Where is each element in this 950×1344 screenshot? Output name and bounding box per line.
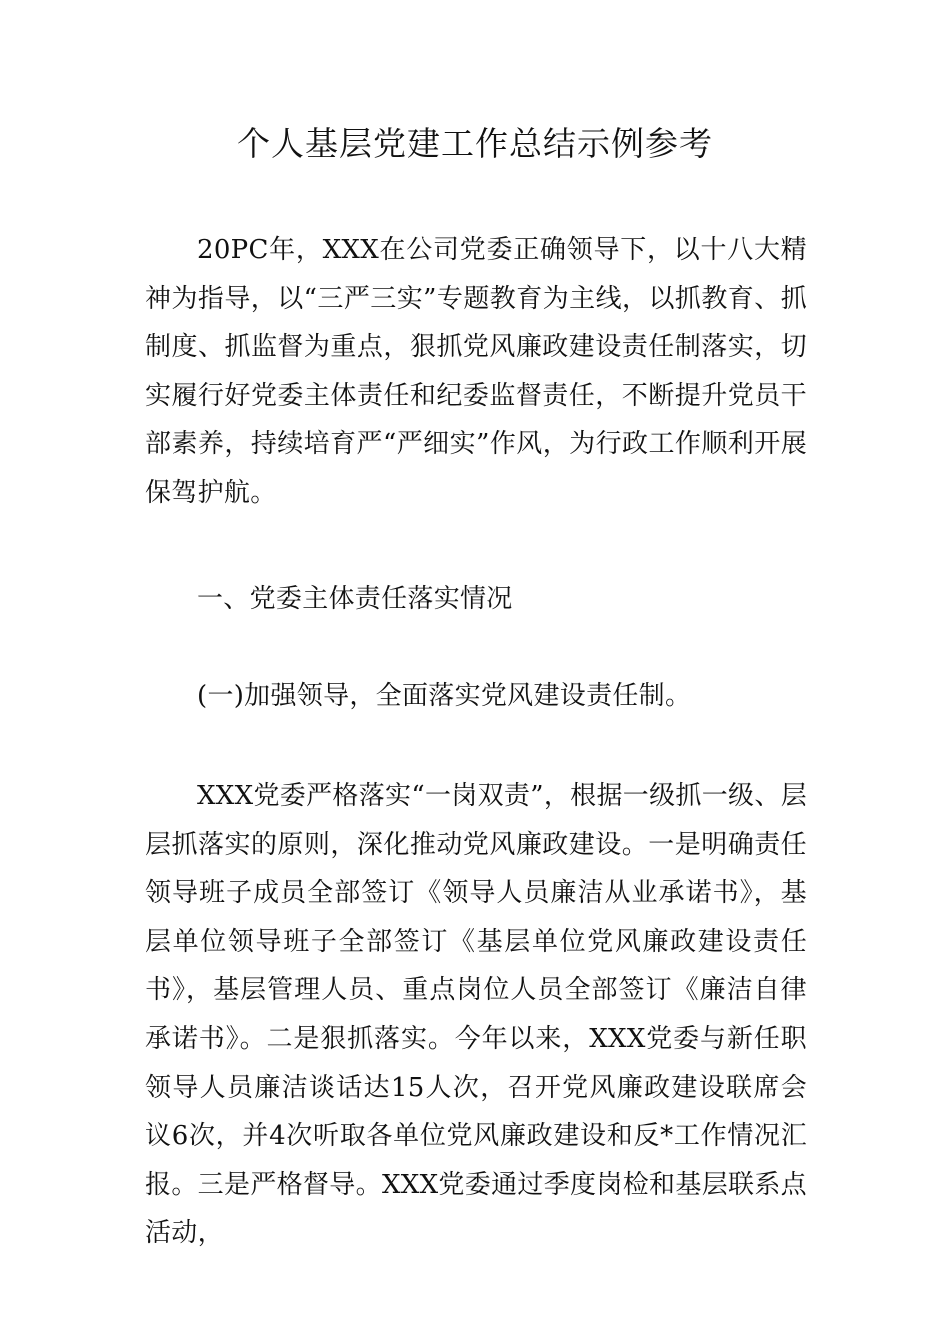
section-heading: 一、党委主体责任落实情况 (197, 584, 513, 614)
document-title: 个人基层党建工作总结示例参考 (237, 124, 713, 163)
body-paragraph: XXX党委严格落实“一岗双责”，根据一级抓一级、层层抓落实的原则，深化推动党风廉政建设。一是明确责任领导班子成员全部签订《领导人员廉洁从业承诺书》，基层单位领导班子全部签订《基层单位党风廉政建设责任书》，基层管理人员、重点岗位人员全部签订《廉洁自律承诺书》。二是狠抓落实。今年以来，XXX党委与新任职领导人员廉洁谈话达15人次，召开党风廉政建设联席会议6次，并4次听取各单位党风廉政建设和反*工作情况汇报。三是严格督导。XXX党委通过季度岗检和基层联系点活动， (145, 781, 807, 1249)
subsection-heading: (一)加强领导，全面落实党风建设责任制。 (197, 681, 692, 711)
intro-paragraph: 20PC年，XXX在公司党委正确领导下，以十八大精神为指导，以“三严三实”专题教育为主线，以抓教育、抓制度、抓监督为重点，狠抓党风廉政建设责任制落实，切实履行好党委主体责任和纪委监督责任，不断提升党员干部素养，持续培育严“严细实”作风，为行政工作顺利开展保驾护航。 (145, 235, 807, 508)
